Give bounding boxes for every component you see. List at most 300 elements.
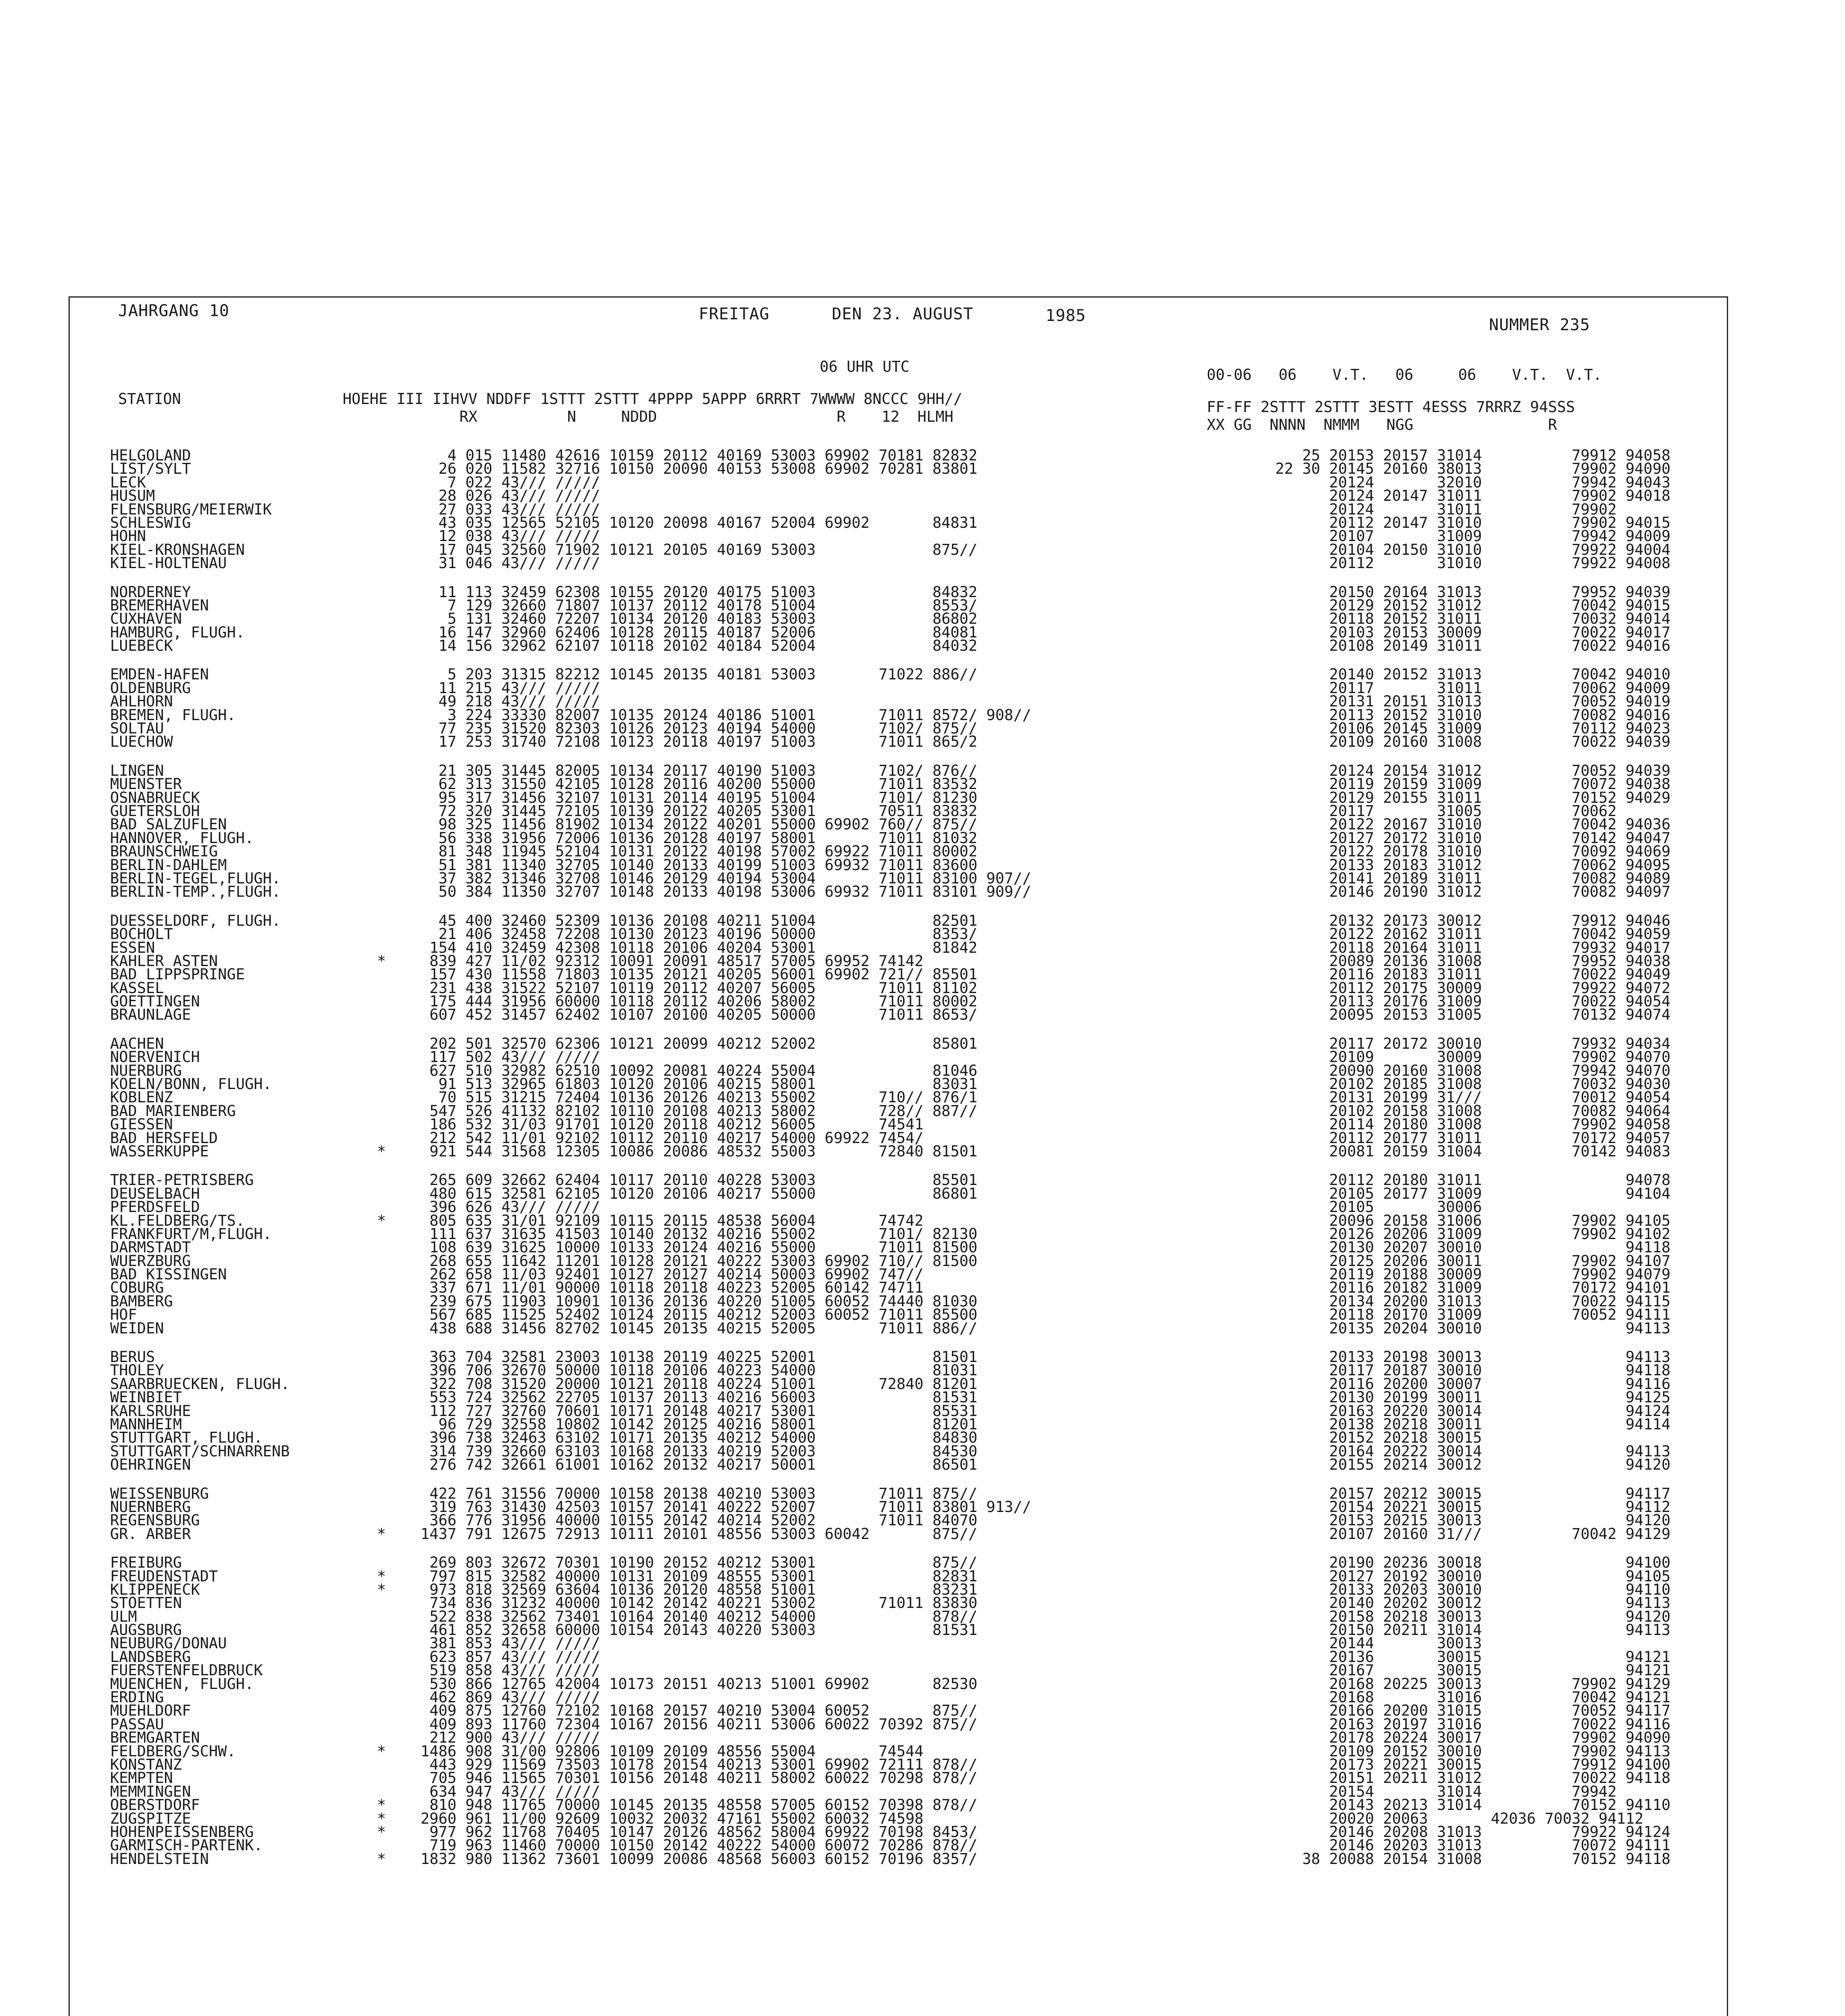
station-extra-data: 20107 20160 31/// 70042 94129: [1275, 1525, 1671, 1543]
station-extra-data: 20157 20212 30015 94117: [1275, 1485, 1671, 1502]
station-name: STOETTEN: [110, 1594, 182, 1612]
station-name: KOBLENZ: [110, 1089, 173, 1106]
station-name: NOERVENICH: [110, 1048, 200, 1066]
station-name: BAD MARIENBERG: [110, 1102, 236, 1120]
station-observation-data: 977 962 11768 70405 10147 20126 48562 58004 69922 70198 8453/: [421, 1823, 978, 1841]
station-extra-data: 20124 20154 31012 70052 94039: [1275, 762, 1671, 779]
station-observation-data: 21 305 31445 82005 10134 20117 40190 51003 7102/ 876//: [421, 762, 978, 779]
station-name: OSNABRUECK: [110, 789, 200, 806]
station-observation-data: 443 929 11569 73503 10178 20154 40213 53001 69902 72111 878//: [421, 1756, 978, 1773]
station-name: HOF: [110, 1306, 137, 1324]
station-observation-data: 262 658 11/03 92401 10127 20127 40214 50003 69902 747//: [421, 1266, 924, 1283]
station-group: [110, 449, 1723, 570]
station-observation-data: 95 317 31456 32107 10131 20114 40195 51004 7101/ 81230: [421, 789, 978, 806]
station-name: OEHRINGEN: [110, 1456, 191, 1474]
station-extra-data: 20152 20218 30015: [1275, 1429, 1482, 1447]
station-observation-data: 438 688 31456 82702 10145 20135 40215 52005 71011 886//: [421, 1319, 978, 1337]
station-extra-data: 20112 20180 31011 94078: [1275, 1171, 1671, 1189]
station-name: LUEBECK: [110, 637, 173, 655]
station-group: [110, 1037, 1723, 1158]
station-observation-data: 810 948 11765 70000 10145 20135 48558 57005 60152 70398 878//: [421, 1796, 978, 1814]
station-name: DEUSELBACH: [110, 1185, 200, 1202]
mountain-station-marker: *: [377, 1142, 386, 1160]
station-name: EMDEN-HAFEN: [110, 666, 209, 683]
jahrgang-label: JAHRGANG 10: [118, 302, 229, 320]
station-observation-data: 381 853 43/// /////: [421, 1635, 600, 1652]
station-observation-data: 43 035 12565 52105 10120 20098 40167 52004 69902 84831: [421, 514, 978, 531]
column-header-line1: STATION HOEHE III IIHVV NDDFF 1STTT 2STTT 4PPPP 5APPP 6RRRT 7WWWW 8NCCC 9HH//: [118, 390, 962, 408]
station-name: KEMPTEN: [110, 1769, 173, 1787]
station-extra-data: 20112 20175 30009 79922 94072: [1275, 979, 1671, 997]
mountain-station-marker: *: [377, 1581, 386, 1598]
station-extra-data: 20109 20160 31008 70022 94039: [1275, 733, 1671, 751]
station-row: [110, 1319, 1723, 1337]
station-name: BERLIN-TEMP.,FLUGH.: [110, 883, 281, 901]
station-group: [110, 914, 1723, 1022]
station-name: KOELN/BONN, FLUGH.: [110, 1075, 272, 1093]
station-name: DUESSELDORF, FLUGH.: [110, 912, 281, 929]
station-extra-data: 20150 20164 31013 79952 94039: [1275, 583, 1671, 601]
station-extra-data: 22 30 20145 20160 38013 79902 94090: [1275, 460, 1671, 478]
station-name: BRAUNLAGE: [110, 1006, 191, 1024]
station-extra-data: 20095 20153 31005 70132 94074: [1275, 1006, 1671, 1024]
station-name: HOHN: [110, 527, 146, 545]
station-extra-data: 20118 20170 31009 70052 94111: [1275, 1306, 1671, 1324]
station-observation-data: 17 045 32560 71902 10121 20105 40169 53003 875//: [421, 541, 978, 558]
station-extra-data: 20124 31011 79902: [1275, 500, 1617, 518]
station-name: LANDSBERG: [110, 1648, 191, 1666]
station-observation-data: 2960 961 11/00 92609 10032 20032 47161 55002 60032 74598: [421, 1810, 924, 1827]
column-header-line2: RX N NDDD R 12 HLMH: [118, 408, 954, 425]
station-extra-data: 20118 20164 31011 79932 94017: [1275, 939, 1671, 956]
station-observation-data: 154 410 32459 42308 10118 20106 40204 53001 81842: [421, 939, 978, 956]
station-row: [110, 1527, 1723, 1541]
station-observation-data: 797 815 32582 40000 10131 20109 48555 53001 82831: [421, 1567, 978, 1585]
station-observation-data: 322 708 31520 20000 10121 20118 40224 51001 72840 81201: [421, 1375, 978, 1393]
station-row: [110, 1006, 1723, 1024]
station-extra-data: 20143 20213 31014 70152 94110: [1275, 1796, 1671, 1814]
station-observation-data: 462 869 43/// /////: [421, 1689, 600, 1706]
station-name: KIEL-KRONSHAGEN: [110, 541, 245, 558]
station-name: KONSTANZ: [110, 1756, 182, 1773]
station-name: BRAUNSCHWEIG: [110, 843, 218, 860]
station-extra-data: 20130 20207 30010 94118: [1275, 1239, 1671, 1256]
station-extra-data: 20150 20211 31014 94113: [1275, 1621, 1671, 1639]
station-observation-data: 62 313 31550 42105 10128 20116 40200 55000 71011 83532: [421, 775, 978, 793]
station-name: HOHENPEISSENBERG: [110, 1823, 254, 1841]
station-name: SOLTAU: [110, 720, 164, 737]
station-name: GUETERSLOH: [110, 802, 200, 820]
station-name: ZUGSPITZE: [110, 1810, 191, 1827]
station-observation-data: 186 532 31/03 91701 10120 20118 40212 56005 74541: [421, 1116, 924, 1133]
station-name: LINGEN: [110, 762, 164, 779]
station-extra-data: 20146 20208 31013 79922 94124: [1275, 1823, 1671, 1841]
station-name: HENDELSTEIN: [110, 1850, 209, 1868]
station-name: AUGSBURG: [110, 1621, 182, 1639]
station-observation-data: 202 501 32570 62306 10121 20099 40212 52002 85801: [421, 1035, 978, 1052]
station-observation-data: 31 046 43/// /////: [421, 554, 600, 572]
station-observation-data: 363 704 32581 23003 10138 20119 40225 52001 81501: [421, 1348, 978, 1366]
station-name: KARLSRUHE: [110, 1402, 191, 1420]
station-name: PASSAU: [110, 1715, 164, 1733]
station-observation-data: 634 947 43/// /////: [421, 1783, 600, 1800]
station-observation-data: 719 963 11460 70000 10150 20142 40222 54000 60072 70286 878//: [421, 1837, 978, 1854]
station-extra-data: 20119 20159 31009 70072 94038: [1275, 775, 1671, 793]
station-name: KL.FELDBERG/TS.: [110, 1212, 245, 1229]
station-observation-data: 26 020 11582 32716 10150 20090 40153 53008 69902 70281 83801: [421, 460, 978, 478]
station-observation-data: 12 038 43/// /////: [421, 527, 600, 545]
station-observation-data: 175 444 31956 60000 10118 20112 40206 58002 71011 80002: [421, 993, 978, 1010]
mountain-station-marker: *: [377, 1810, 386, 1827]
station-observation-data: 27 033 43/// /////: [421, 500, 600, 518]
station-observation-data: 705 946 11565 70301 10156 20148 40211 58002 60022 70298 878//: [421, 1769, 978, 1787]
station-extra-data: 20122 20167 31010 70042 94036: [1275, 816, 1671, 833]
station-extra-data: 20125 20206 30011 79902 94107: [1275, 1252, 1671, 1270]
station-name: KAHLER ASTEN: [110, 952, 218, 970]
station-name: BREMERHAVEN: [110, 596, 209, 614]
station-name: HELGOLAND: [110, 447, 191, 464]
station-observation-data: 1486 908 31/00 92806 10109 20109 48556 55004 74544: [421, 1742, 924, 1760]
station-extra-data: 20136 30015 94121: [1275, 1648, 1671, 1666]
station-name: WUERZBURG: [110, 1252, 191, 1270]
mountain-station-marker: *: [377, 1850, 386, 1868]
station-row: [110, 1852, 1723, 1866]
station-name: WASSERKUPPE: [110, 1142, 209, 1160]
station-observation-data: 805 635 31/01 92109 10115 20115 48538 56004 74742: [421, 1212, 924, 1229]
station-observation-data: 72 320 31445 72105 10139 20122 40205 53001 70511 83832: [421, 802, 978, 820]
station-name: BAD LIPPSPRINGE: [110, 966, 245, 983]
station-extra-data: 20116 20200 30007 94116: [1275, 1375, 1671, 1393]
right-header-line3: XX GG NNNN NMMM NGG R: [1207, 416, 1557, 433]
station-observation-data: 70 515 31215 72404 10136 20126 40213 55002 710// 876/1: [421, 1089, 978, 1106]
station-extra-data: 20168 20225 30013 79902 94129: [1275, 1675, 1671, 1693]
station-name: DARMSTADT: [110, 1239, 191, 1256]
station-extra-data: 20133 20198 30013 94113: [1275, 1348, 1671, 1366]
station-observation-data: 623 857 43/// /////: [421, 1648, 600, 1666]
station-extra-data: 20153 20215 30013 94120: [1275, 1512, 1671, 1529]
station-group: [110, 1350, 1723, 1472]
station-name: FELDBERG/SCHW.: [110, 1742, 236, 1760]
station-observation-data: 409 875 12760 72102 10168 20157 40210 53004 60052 875//: [421, 1702, 978, 1720]
station-extra-data: 20112 20177 31011 70172 94057: [1275, 1129, 1671, 1147]
station-extra-data: 20158 20218 30013 94120: [1275, 1608, 1671, 1625]
station-extra-data: 20122 20162 31011 70042 94059: [1275, 925, 1671, 943]
station-table: [110, 449, 1723, 1881]
station-name: GOETTINGEN: [110, 993, 200, 1010]
station-extra-data: 20105 20177 31009 94104: [1275, 1185, 1671, 1202]
station-observation-data: 627 510 32982 62510 10092 20081 40224 55004 81046: [421, 1062, 978, 1079]
station-name: STUTTGART/SCHNARRENB: [110, 1442, 290, 1460]
station-observation-data: 973 818 32569 63604 10136 20120 48558 51001 83231: [421, 1581, 978, 1598]
station-observation-data: 265 609 32662 62404 10117 20110 40228 53003 85501: [421, 1171, 978, 1189]
station-observation-data: 17 253 31740 72108 10123 20118 40197 51003 71011 865/2: [421, 733, 978, 751]
station-extra-data: 20138 20218 30011 94114: [1275, 1416, 1671, 1433]
station-observation-data: 3 224 33330 82007 10135 20124 40186 51001 71011 8572/ 908//: [421, 706, 1031, 724]
station-name: LIST/SYLT: [110, 460, 191, 478]
station-extra-data: 20126 20206 31009 79902 94102: [1275, 1225, 1671, 1243]
station-name: MUEHLDORF: [110, 1702, 191, 1720]
station-name: MUENCHEN, FLUGH.: [110, 1675, 254, 1693]
station-extra-data: 20116 20183 31011 70022 94049: [1275, 966, 1671, 983]
station-name: LUECHOW: [110, 733, 173, 751]
station-name: HANNOVER, FLUGH.: [110, 829, 254, 847]
mountain-station-marker: *: [377, 1742, 386, 1760]
station-observation-data: 734 836 31232 40000 10142 20142 40221 53002 71011 83830: [421, 1594, 978, 1612]
station-observation-data: 396 706 32670 50000 10118 20106 40223 54000 81031: [421, 1362, 978, 1379]
station-name: COBURG: [110, 1279, 164, 1297]
station-extra-data: 20154 20221 30015 94112: [1275, 1498, 1671, 1516]
station-extra-data: 20173 20221 30015 79912 94100: [1275, 1756, 1671, 1773]
station-extra-data: 20140 20152 31013 70042 94010: [1275, 666, 1671, 683]
station-extra-data: 20146 20203 31013 70072 94111: [1275, 1837, 1671, 1854]
station-name: BERLIN-DAHLEM: [110, 856, 227, 874]
station-extra-data: 20168 31016 70042 94121: [1275, 1689, 1671, 1706]
station-observation-data: 4 015 11480 42616 10159 20112 40169 53003 69902 70181 82832: [421, 447, 978, 464]
station-observation-data: 396 738 32463 63102 10171 20135 40212 54000 84830: [421, 1429, 978, 1447]
station-extra-data: 20190 20236 30018 94100: [1275, 1554, 1671, 1572]
station-name: STUTTGART, FLUGH.: [110, 1429, 263, 1447]
station-observation-data: 319 763 31430 42503 10157 20141 40222 52007 71011 83801 913//: [421, 1498, 1031, 1516]
station-name: AHLHORN: [110, 693, 173, 710]
station-name: FLENSBURG/MEIERWIK: [110, 500, 272, 518]
station-name: SAARBRUECKEN, FLUGH.: [110, 1375, 290, 1393]
station-extra-data: 20118 20152 31011 70032 94014: [1275, 610, 1671, 628]
station-observation-data: 49 218 43/// /////: [421, 693, 600, 710]
station-name: GIESSEN: [110, 1116, 173, 1133]
station-observation-data: 231 438 31522 52107 10119 20112 40207 56005 71011 81102: [421, 979, 978, 997]
station-observation-data: 21 406 32458 72208 10130 20123 40196 50000 8353/: [421, 925, 978, 943]
station-observation-data: 117 502 43/// /////: [421, 1048, 600, 1066]
station-name: BAD KISSINGEN: [110, 1266, 227, 1283]
station-group: [110, 666, 1723, 751]
station-observation-data: 522 838 32562 73401 10164 20140 40212 54000 878//: [421, 1608, 978, 1625]
station-observation-data: 98 325 11456 81902 10134 20122 40201 55000 69902 760// 875//: [421, 816, 978, 833]
station-observation-data: 108 639 31625 10000 10133 20124 40216 55000 71011 81500: [421, 1239, 978, 1256]
station-extra-data: 20140 20202 30012 94113: [1275, 1594, 1671, 1612]
station-extra-data: 20164 20222 30014 94113: [1275, 1442, 1671, 1460]
station-name: ESSEN: [110, 939, 155, 956]
weather-report-sheet: [69, 296, 1728, 2016]
station-extra-data: 20116 20182 31009 70172 94101: [1275, 1279, 1671, 1297]
station-name: BERUS: [110, 1348, 155, 1366]
station-extra-data: 20081 20159 31004 70142 94083: [1275, 1142, 1671, 1160]
station-row: [110, 733, 1723, 751]
mountain-station-marker: *: [377, 1525, 386, 1543]
station-name: HAMBURG, FLUGH.: [110, 623, 245, 641]
station-extra-data: 20132 20173 30012 79912 94046: [1275, 912, 1671, 929]
station-extra-data: 20117 20187 30010 94118: [1275, 1362, 1671, 1379]
station-name: WEINBIET: [110, 1389, 182, 1406]
right-header-line1: 00-06 06 V.T. 06 06 V.T. V.T.: [1207, 366, 1602, 383]
station-row: [110, 1456, 1723, 1474]
station-observation-data: 314 739 32660 63103 10168 20133 40219 52003 84530: [421, 1442, 978, 1460]
station-observation-data: 239 675 11903 10901 10136 20136 40220 51005 60052 74440 81030: [421, 1292, 978, 1310]
station-observation-data: 157 430 11558 71803 10135 20121 40205 56001 69902 721// 85501: [421, 966, 978, 983]
station-name: GARMISCH-PARTENK.: [110, 1837, 263, 1854]
station-observation-data: 337 671 11/01 90000 10118 20118 40223 52005 60142 74711: [421, 1279, 924, 1297]
station-extra-data: 20151 20211 31012 70022 94118: [1275, 1769, 1671, 1787]
station-extra-data: 20089 20136 31008 79952 94038: [1275, 952, 1671, 970]
station-name: KLIPPENECK: [110, 1581, 200, 1598]
station-extra-data: 20102 20185 31008 70032 94030: [1275, 1075, 1671, 1093]
station-extra-data: 20129 20155 31011 70152 94029: [1275, 789, 1671, 806]
station-extra-data: 20133 20183 31012 70062 94095: [1275, 856, 1671, 874]
station-extra-data: 20127 20192 30010 94105: [1275, 1567, 1671, 1585]
station-name: NEUBURG/DONAU: [110, 1635, 227, 1652]
station-name: BAD HERSFELD: [110, 1129, 218, 1147]
station-extra-data: 20119 20188 30009 79902 94079: [1275, 1266, 1671, 1283]
station-name: BAD SALZUFLEN: [110, 816, 227, 833]
station-extra-data: 20096 20158 31006 79902 94105: [1275, 1212, 1671, 1229]
date-label: DEN 23. AUGUST: [832, 305, 974, 323]
station-extra-data: 20131 20199 31/// 70012 94054: [1275, 1089, 1671, 1106]
station-name: FREUDENSTADT: [110, 1567, 218, 1585]
station-name: BERLIN-TEGEL,FLUGH.: [110, 869, 281, 887]
station-extra-data: 20112 20147 31010 79902 94015: [1275, 514, 1671, 531]
station-extra-data: 20144 30013: [1275, 1635, 1482, 1652]
station-name: FREIBURG: [110, 1554, 182, 1572]
station-name: REGENSBURG: [110, 1512, 200, 1529]
station-observation-data: 921 544 31568 12305 10086 20086 48532 55003 72840 81501: [421, 1142, 978, 1160]
station-extra-data: 20163 20197 31016 70022 94116: [1275, 1715, 1671, 1733]
station-name: CUXHAVEN: [110, 610, 182, 628]
station-name: BREMEN, FLUGH.: [110, 706, 236, 724]
station-name: GR. ARBER: [110, 1525, 191, 1543]
station-observation-data: 519 858 43/// /////: [421, 1662, 600, 1679]
station-name: NUERBURG: [110, 1062, 182, 1079]
station-name: WEISSENBURG: [110, 1485, 209, 1502]
station-extra-data: 20155 20214 30012 94120: [1275, 1456, 1671, 1474]
station-observation-data: 14 156 32962 62107 10118 20102 40184 52004 84032: [421, 637, 978, 655]
station-observation-data: 212 542 11/01 92102 10112 20110 40217 54000 69922 7454/: [421, 1129, 924, 1147]
station-name: SCHLESWIG: [110, 514, 191, 531]
station-name: NORDERNEY: [110, 583, 191, 601]
year-label: 1985: [1045, 306, 1086, 325]
station-name: NUERNBERG: [110, 1498, 191, 1516]
station-observation-data: 547 526 41132 82102 10110 20108 40213 58002 728// 887//: [421, 1102, 978, 1120]
station-extra-data: 20090 20160 31008 79942 94070: [1275, 1062, 1671, 1079]
station-observation-data: 422 761 31556 70000 10158 20138 40210 53003 71011 875//: [421, 1485, 978, 1502]
station-extra-data: 20020 20063 42036 70032 94112: [1275, 1810, 1644, 1827]
station-extra-data: 20117 31011 70062 94009: [1275, 679, 1671, 697]
station-observation-data: 56 338 31956 72006 10136 20128 40197 58001 71011 81032: [421, 829, 978, 847]
station-name: MEMMINGEN: [110, 1783, 191, 1800]
station-row: [110, 637, 1723, 655]
station-extra-data: 20114 20180 31008 79902 94058: [1275, 1116, 1671, 1133]
station-extra-data: 20107 31009 79942 94009: [1275, 527, 1671, 545]
station-observation-data: 7 022 43/// /////: [421, 473, 600, 491]
station-observation-data: 366 776 31956 40000 10155 20142 40214 52002 71011 84070: [421, 1512, 978, 1529]
station-group: [110, 1556, 1723, 1866]
station-name: PFERDSFELD: [110, 1198, 200, 1216]
station-name: HUSUM: [110, 487, 155, 505]
station-extra-data: 20131 20151 31013 70052 94019: [1275, 693, 1671, 710]
mountain-station-marker: *: [377, 1212, 386, 1229]
station-observation-data: 81 348 11945 52104 10131 20122 40198 57002 69922 71011 80002: [421, 843, 978, 860]
station-name: THOLEY: [110, 1362, 164, 1379]
station-extra-data: 20146 20190 31012 70082 94097: [1275, 883, 1671, 901]
station-name: BOCHOLT: [110, 925, 173, 943]
station-extra-data: 20103 20153 30009 70022 94017: [1275, 623, 1671, 641]
station-name: OLDENBURG: [110, 679, 191, 697]
station-group: [110, 585, 1723, 653]
station-name: ULM: [110, 1608, 137, 1625]
station-extra-data: 20106 20145 31009 70112 94023: [1275, 720, 1671, 737]
station-extra-data: 20109 30009 79902 94070: [1275, 1048, 1671, 1066]
station-name: WEIDEN: [110, 1319, 164, 1337]
station-observation-data: 111 637 31635 41503 10140 20132 40216 55002 7101/ 82130: [421, 1225, 978, 1243]
station-group: [110, 1173, 1723, 1335]
station-observation-data: 50 384 11350 32707 10148 20133 40198 53006 69932 71011 83101 909//: [421, 883, 1031, 901]
station-observation-data: 28 026 43/// /////: [421, 487, 600, 505]
station-extra-data: 20154 31014 79942: [1275, 1783, 1617, 1800]
station-extra-data: 20127 20172 31010 70142 94047: [1275, 829, 1671, 847]
station-observation-data: 839 427 11/02 92312 10091 20091 48517 57005 69952 74142: [421, 952, 924, 970]
station-extra-data: 20133 20203 30010 94110: [1275, 1581, 1671, 1598]
station-row: [110, 883, 1723, 901]
station-observation-data: 5 203 31315 82212 10145 20135 40181 53003 71022 886//: [421, 666, 978, 683]
station-name: BAMBERG: [110, 1292, 173, 1310]
station-observation-data: 1437 791 12675 72913 10111 20101 48556 53003 60042 875//: [421, 1525, 978, 1543]
station-extra-data: 20167 30015 94121: [1275, 1662, 1671, 1679]
station-observation-data: 567 685 11525 52402 10124 20115 40212 52003 60052 71011 85500: [421, 1306, 978, 1324]
station-name: MANNHEIM: [110, 1416, 182, 1433]
station-observation-data: 11 215 43/// /////: [421, 679, 600, 697]
station-extra-data: 20130 20199 30011 94125: [1275, 1389, 1671, 1406]
station-extra-data: 20105 30006: [1275, 1198, 1482, 1216]
station-extra-data: 20141 20189 31011 70082 94089: [1275, 869, 1671, 887]
station-name: ERDING: [110, 1689, 164, 1706]
station-extra-data: 20104 20150 31010 79922 94004: [1275, 541, 1671, 558]
station-extra-data: 20112 31010 79922 94008: [1275, 554, 1671, 572]
station-extra-data: 20102 20158 31008 70082 94064: [1275, 1102, 1671, 1120]
mountain-station-marker: *: [377, 1796, 386, 1814]
station-group: [110, 764, 1723, 899]
station-name: AACHEN: [110, 1035, 164, 1052]
station-name: FUERSTENFELDBRUCK: [110, 1662, 263, 1679]
station-observation-data: 5 131 32460 72207 10134 20120 40183 53003 86802: [421, 610, 978, 628]
station-observation-data: 212 900 43/// /////: [421, 1729, 600, 1747]
station-name: MUENSTER: [110, 775, 182, 793]
station-observation-data: 7 129 32660 71807 10137 20112 40178 51004 8553/: [421, 596, 978, 614]
nummer-label: NUMMER 235: [1489, 316, 1590, 334]
station-row: [110, 1142, 1723, 1160]
station-extra-data: 20178 20224 30017 79902 94090: [1275, 1729, 1671, 1747]
right-header-line2: FF-FF 2STTT 2STTT 3ESTT 4ESSS 7RRRZ 94SSS: [1207, 398, 1575, 416]
station-observation-data: 269 803 32672 70301 10190 20152 40212 53001 875//: [421, 1554, 978, 1572]
station-observation-data: 276 742 32661 61001 10162 20132 40217 50001 86501: [421, 1456, 978, 1474]
station-observation-data: 461 852 32658 60000 10154 20143 40220 53003 81531: [421, 1621, 978, 1639]
station-name: FRANKFURT/M,FLUGH.: [110, 1225, 272, 1243]
station-observation-data: 37 382 31346 32708 10146 20129 40194 53004 71011 83100 907//: [421, 869, 1031, 887]
station-name: OBERSTDORF: [110, 1796, 200, 1814]
station-observation-data: 480 615 32581 62105 10120 20106 40217 55000 86801: [421, 1185, 978, 1202]
station-observation-data: 77 235 31520 82303 10126 20123 40194 54000 7102/ 875//: [421, 720, 978, 737]
station-extra-data: 20117 20172 30010 79932 94034: [1275, 1035, 1671, 1052]
station-extra-data: 20117 31005 70062: [1275, 802, 1617, 820]
station-observation-data: 607 452 31457 62402 10107 20100 40205 50000 71011 8653/: [421, 1006, 978, 1024]
station-extra-data: 20166 20200 31015 70052 94117: [1275, 1702, 1671, 1720]
station-observation-data: 268 655 11642 11201 10128 20121 40222 53003 69902 710// 81500: [421, 1252, 978, 1270]
station-name: TRIER-PETRISBERG: [110, 1171, 254, 1189]
station-group: [110, 1487, 1723, 1541]
mountain-station-marker: *: [377, 952, 386, 970]
station-observation-data: 530 866 12765 42004 10173 20151 40213 51001 69902 82530: [421, 1675, 978, 1693]
station-observation-data: 16 147 32960 62406 10128 20115 40187 52006 84081: [421, 623, 978, 641]
station-extra-data: 20163 20220 30014 94124: [1275, 1402, 1671, 1420]
station-observation-data: 11 113 32459 62308 10155 20120 40175 51003 84832: [421, 583, 978, 601]
station-observation-data: 396 626 43/// /////: [421, 1198, 600, 1216]
